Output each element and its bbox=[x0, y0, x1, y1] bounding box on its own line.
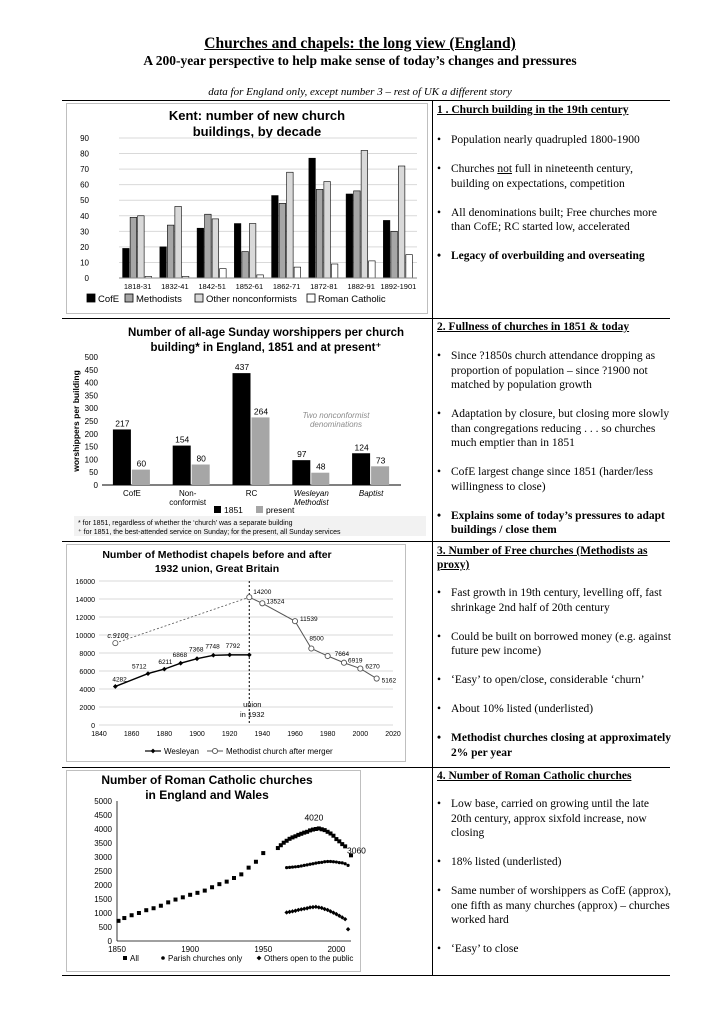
data-point bbox=[146, 671, 151, 676]
data-point-parish bbox=[314, 862, 317, 865]
data-label: 154 bbox=[175, 434, 190, 445]
y-tick-label: 10000 bbox=[75, 633, 95, 640]
x-tick-label: 1892-1901 bbox=[380, 282, 417, 291]
data-point-parish bbox=[300, 864, 303, 867]
estimate-connector bbox=[115, 597, 249, 643]
section-2-bullets bbox=[437, 349, 672, 552]
data-point-parish bbox=[297, 865, 300, 868]
bullet-item: • CofE largest change since 1851 (harder/less willingness to close) bbox=[437, 465, 672, 494]
x-tick-label: Non- bbox=[179, 489, 197, 498]
rc-scatter-chart bbox=[67, 771, 366, 971]
bar-cofe bbox=[346, 194, 353, 278]
y-tick-label: 30 bbox=[80, 227, 89, 237]
chart-title: buildings, by decade bbox=[192, 124, 322, 139]
y-tick-label: 4000 bbox=[79, 687, 95, 694]
estimate-point bbox=[113, 641, 118, 646]
y-tick-label: 12000 bbox=[75, 615, 95, 622]
methodist-line-chart bbox=[67, 545, 405, 761]
annotation: in 1932 bbox=[239, 710, 265, 719]
data-label: 4282 bbox=[112, 676, 127, 684]
data-point bbox=[374, 676, 379, 681]
bar-1851 bbox=[292, 460, 310, 485]
bar-cofe bbox=[383, 220, 390, 278]
data-point-parish bbox=[291, 865, 294, 868]
chart-title: in England and Wales bbox=[145, 788, 269, 802]
bullet-item: • Methodist churches closing at approximately 2% per year bbox=[437, 731, 672, 760]
y-tick-label: 70 bbox=[80, 165, 89, 175]
data-label: 3060 bbox=[347, 845, 366, 856]
bar-roman-catholic bbox=[220, 269, 227, 278]
data-point bbox=[341, 660, 346, 665]
data-label: 48 bbox=[316, 461, 326, 472]
y-tick-label: 0 bbox=[107, 937, 112, 946]
bar-other-nonconformists bbox=[138, 216, 145, 278]
y-tick-label: 8000 bbox=[79, 651, 95, 658]
data-point-all bbox=[247, 866, 251, 870]
data-point bbox=[178, 661, 183, 666]
data-point-parish bbox=[303, 864, 306, 867]
data-point-all bbox=[166, 900, 170, 904]
bar-present bbox=[192, 465, 210, 485]
chart-title: Kent: number of new church bbox=[168, 108, 346, 123]
bar-other-nonconformists bbox=[361, 150, 368, 278]
data-point bbox=[113, 684, 118, 689]
x-tick-label: Methodist bbox=[293, 498, 329, 507]
data-label: 73 bbox=[375, 455, 386, 466]
data-point-parish bbox=[320, 861, 323, 864]
annotation: Two nonconformist bbox=[302, 411, 370, 420]
chart-kent-new-churches bbox=[66, 103, 428, 314]
data-label: 5162 bbox=[381, 677, 397, 685]
x-tick-label: conformist bbox=[169, 498, 207, 507]
legend-marker bbox=[161, 956, 165, 960]
bullet-item: • Fast growth in 19th century, levelling off, fast shrinkage 2nd half of 20th century bbox=[437, 586, 672, 615]
divider-bottom bbox=[62, 975, 670, 976]
legend-swatch bbox=[125, 294, 133, 302]
data-point-parish bbox=[317, 861, 320, 864]
bullet-item: • Could be built on borrowed money (e.g. against future pew income) bbox=[437, 630, 672, 659]
data-point-parish bbox=[308, 863, 311, 866]
y-tick-label: 40 bbox=[80, 211, 89, 221]
page-subtitle: A 200-year perspective to help make sense of today’s changes and pressures bbox=[143, 53, 577, 68]
x-tick-label: 1900 bbox=[189, 731, 205, 738]
legend-label: Other nonconformists bbox=[206, 294, 297, 305]
bar-other-nonconformists bbox=[212, 219, 219, 278]
y-tick-label: 2000 bbox=[94, 881, 112, 890]
bar-present bbox=[371, 466, 389, 485]
data-point-all bbox=[210, 885, 214, 889]
kent-bar-chart bbox=[67, 104, 427, 313]
y-tick-label: 100 bbox=[84, 455, 98, 465]
bar-roman-catholic bbox=[406, 255, 413, 278]
data-point bbox=[247, 595, 252, 600]
bar-present bbox=[252, 417, 270, 485]
chart-worshippers-per-building bbox=[66, 323, 428, 537]
legend-marker bbox=[212, 748, 217, 753]
data-point-all bbox=[225, 880, 229, 884]
y-tick-label: 400 bbox=[84, 378, 98, 388]
section-3-heading: 3. Number of Free churches (Methodists as proxy) bbox=[437, 545, 648, 571]
annotation: denominations bbox=[309, 420, 363, 429]
x-tick-label: 1920 bbox=[221, 731, 238, 738]
data-point-other bbox=[346, 927, 350, 931]
data-point-parish bbox=[332, 860, 335, 863]
legend-marker bbox=[257, 956, 262, 961]
data-point bbox=[195, 656, 200, 661]
bar-roman-catholic bbox=[369, 261, 376, 278]
x-tick-label: 1950 bbox=[254, 945, 273, 954]
x-tick-label: Baptist bbox=[358, 489, 384, 498]
legend-swatch bbox=[256, 506, 263, 513]
y-tick-label: 1500 bbox=[94, 895, 112, 904]
data-point bbox=[292, 619, 297, 624]
section-1-bullets bbox=[437, 133, 672, 278]
estimate-label: c.9100 bbox=[107, 633, 129, 641]
chart-title: building* in England, 1851 and at present⁺ bbox=[150, 342, 382, 354]
x-tick-label: 1882-91 bbox=[347, 282, 375, 291]
y-tick-label: 20 bbox=[80, 242, 89, 252]
x-tick-label: 1940 bbox=[254, 731, 271, 738]
x-tick-label: RC bbox=[245, 489, 258, 498]
legend-label: Roman Catholic bbox=[318, 294, 386, 305]
x-tick-label: 1900 bbox=[181, 945, 200, 954]
data-label: 124 bbox=[354, 442, 369, 453]
bullet-item: • Since ?1850s church attendance dropping as proportion of population – since ?1900 not matched by population growth bbox=[437, 349, 672, 393]
data-label: 13524 bbox=[266, 598, 285, 606]
x-tick-label: 1842-51 bbox=[198, 282, 226, 291]
bar-1851 bbox=[113, 429, 131, 485]
bullet-item: • ‘Easy’ to open/close, considerable ‘churn’ bbox=[437, 673, 672, 688]
bar-other-nonconformists bbox=[175, 206, 182, 278]
y-tick-label: 50 bbox=[89, 468, 98, 478]
y-tick-label: 500 bbox=[98, 923, 112, 932]
column-divider bbox=[432, 100, 433, 975]
bar-methodists bbox=[205, 214, 212, 278]
y-tick-label: 3500 bbox=[94, 839, 112, 848]
bullet-item: • About 10% listed (underlisted) bbox=[437, 702, 672, 717]
bar-methodists bbox=[279, 203, 286, 278]
bullet-emphasis: not bbox=[497, 163, 513, 175]
data-label: 6270 bbox=[365, 663, 380, 671]
x-tick-label: 2000 bbox=[352, 731, 369, 738]
legend-swatch bbox=[87, 294, 95, 302]
y-tick-label: 80 bbox=[80, 149, 89, 159]
x-tick-label: CofE bbox=[123, 489, 141, 498]
data-point-all bbox=[130, 913, 134, 917]
footnote: * for 1851, regardless of whether the ‘church’ was a separate building bbox=[78, 520, 293, 527]
data-point bbox=[309, 646, 314, 651]
data-point bbox=[325, 653, 330, 658]
data-point-parish bbox=[335, 860, 338, 863]
legend-swatch bbox=[195, 294, 203, 302]
legend-swatch bbox=[307, 294, 315, 302]
legend-label: Methodist church after merger bbox=[226, 747, 333, 756]
data-point-all bbox=[174, 898, 178, 902]
data-point-all bbox=[254, 860, 258, 864]
bar-methodists bbox=[130, 217, 137, 278]
y-tick-label: 1000 bbox=[94, 909, 112, 918]
bullet-item: • ‘Easy’ to close bbox=[437, 942, 672, 957]
x-tick-label: 2000 bbox=[327, 945, 346, 954]
chart-title: Number of Roman Catholic churches bbox=[101, 773, 313, 787]
data-point-parish bbox=[288, 866, 291, 869]
legend-label: present bbox=[266, 505, 295, 515]
data-point-all bbox=[181, 895, 185, 899]
data-point-all bbox=[152, 906, 156, 910]
bar-cofe bbox=[309, 158, 316, 278]
divider-1 bbox=[62, 318, 670, 319]
section-3-bullets bbox=[437, 586, 672, 775]
data-point-parish bbox=[311, 862, 314, 865]
legend-marker bbox=[151, 749, 156, 754]
bar-methodists bbox=[167, 225, 174, 278]
data-point-all bbox=[188, 893, 192, 897]
bar-cofe bbox=[160, 247, 167, 278]
x-tick-label: 1850 bbox=[108, 945, 126, 954]
data-label: 60 bbox=[136, 458, 147, 469]
data-label: 7664 bbox=[334, 651, 350, 659]
x-tick-label: 1872-81 bbox=[310, 282, 338, 291]
section-2-heading: 2. Fullness of churches in 1851 & today bbox=[437, 321, 630, 333]
bar-1851 bbox=[233, 373, 251, 485]
y-tick-label: 2000 bbox=[79, 705, 95, 712]
data-point-all bbox=[217, 882, 221, 886]
data-label: 6211 bbox=[158, 659, 173, 667]
section-4-heading: 4. Number of Roman Catholic churches bbox=[437, 770, 632, 782]
data-label: 264 bbox=[253, 406, 269, 417]
bullet-text-suffix: full in nineteenth century, building on expectations, competition bbox=[451, 163, 633, 190]
x-tick-label: 1862-71 bbox=[272, 282, 301, 291]
bar-cofe bbox=[197, 228, 204, 278]
y-tick-label: 0 bbox=[91, 723, 95, 730]
y-tick-label: 250 bbox=[84, 417, 98, 426]
legend-label: CofE bbox=[98, 294, 120, 305]
bullet-item: • Population nearly quadrupled 1800-1900 bbox=[437, 133, 672, 148]
data-point-parish bbox=[306, 863, 309, 866]
data-point-all bbox=[137, 911, 141, 915]
bar-1851 bbox=[173, 446, 191, 485]
bar-cofe bbox=[123, 248, 130, 278]
y-tick-label: 14000 bbox=[75, 597, 95, 604]
bar-cofe bbox=[272, 196, 279, 278]
data-label: 14200 bbox=[253, 589, 272, 597]
data-point-parish bbox=[346, 864, 349, 867]
legend-label: Wesleyan bbox=[164, 747, 199, 756]
y-tick-label: 10 bbox=[80, 258, 89, 268]
bullet-item: • Legacy of overbuilding and overseating bbox=[437, 249, 672, 264]
x-tick-label: 1960 bbox=[287, 731, 303, 738]
data-point-all bbox=[122, 916, 126, 920]
data-point-parish bbox=[285, 866, 288, 869]
y-tick-label: 200 bbox=[84, 429, 98, 439]
section-4-bullets bbox=[437, 797, 672, 971]
legend-swatch bbox=[214, 506, 221, 513]
legend-label: All bbox=[130, 954, 139, 963]
y-tick-label: 450 bbox=[84, 365, 98, 375]
x-tick-label: 2020 bbox=[385, 731, 401, 738]
bar-other-nonconformists bbox=[287, 172, 294, 278]
bullet-item: • 18% listed (underlisted) bbox=[437, 855, 672, 870]
data-point-all bbox=[261, 851, 265, 855]
y-tick-label: 16000 bbox=[75, 579, 95, 586]
x-tick-label: 1880 bbox=[156, 731, 173, 738]
x-tick-label: 1980 bbox=[319, 731, 336, 738]
x-tick-label: 1832-41 bbox=[161, 282, 189, 291]
y-tick-label: 4500 bbox=[94, 811, 112, 820]
bar-other-nonconformists bbox=[249, 224, 256, 278]
data-point bbox=[211, 653, 216, 658]
x-tick-label: 1818-31 bbox=[123, 282, 152, 291]
data-point-parish bbox=[294, 865, 297, 868]
y-tick-label: 60 bbox=[80, 180, 89, 190]
divider-top bbox=[62, 100, 670, 101]
data-point-all bbox=[232, 876, 236, 880]
y-tick-label: 150 bbox=[84, 442, 98, 452]
bar-present bbox=[311, 473, 329, 485]
bar-roman-catholic bbox=[294, 267, 301, 278]
data-point bbox=[358, 666, 363, 671]
bar-other-nonconformists bbox=[398, 166, 405, 278]
data-point-parish bbox=[326, 860, 329, 863]
y-tick-label: 500 bbox=[84, 353, 98, 362]
legend-label: Others open to the public bbox=[264, 954, 354, 963]
data-label: 8500 bbox=[309, 635, 324, 643]
bullet-text-prefix: Churches bbox=[451, 163, 498, 175]
bullet-item: • All denominations built; Free churches more than CofE; RC started low, accelerated bbox=[437, 206, 672, 235]
data-label: 7368 bbox=[189, 646, 204, 654]
y-tick-label: 350 bbox=[84, 391, 98, 401]
chart-title: Number of all-age Sunday worshippers per church bbox=[127, 327, 405, 339]
legend-label: 1851 bbox=[224, 505, 243, 515]
data-point-all bbox=[203, 889, 207, 893]
page-title: Churches and chapels: the long view (England) bbox=[204, 35, 516, 52]
data-label: 97 bbox=[297, 449, 307, 460]
chart-rc-churches bbox=[66, 770, 366, 972]
y-tick-label: 6000 bbox=[79, 669, 95, 676]
data-label: 6919 bbox=[348, 657, 363, 665]
data-label: 5712 bbox=[132, 663, 147, 671]
data-label: 80 bbox=[196, 453, 206, 464]
y-tick-label: 5000 bbox=[94, 797, 112, 806]
data-point-all bbox=[116, 919, 120, 923]
data-point-parish bbox=[341, 861, 344, 864]
x-tick-label: 1852-61 bbox=[235, 282, 264, 291]
data-point-all bbox=[159, 904, 163, 908]
data-label: 437 bbox=[234, 362, 250, 373]
data-label: 7748 bbox=[205, 643, 220, 651]
data-point-parish bbox=[338, 861, 341, 864]
bullet-item: • Low base, carried on growing until the late 20th century, approx sixfold increase, now closing bbox=[437, 797, 672, 841]
legend-label: Parish churches only bbox=[168, 954, 243, 963]
data-point bbox=[260, 601, 265, 606]
y-tick-label: 0 bbox=[84, 274, 89, 283]
data-label: 11539 bbox=[300, 616, 318, 624]
y-tick-label: 50 bbox=[80, 196, 89, 206]
bullet-item: • Explains some of today’s pressures to adapt buildings / close them bbox=[437, 509, 672, 538]
data-label: 217 bbox=[115, 418, 130, 429]
y-tick-label: 3000 bbox=[94, 853, 112, 862]
bar-methodists bbox=[316, 189, 323, 278]
x-tick-label: 1840 bbox=[91, 731, 107, 738]
x-tick-label: 1860 bbox=[123, 731, 140, 738]
y-tick-label: 4000 bbox=[94, 825, 112, 834]
chart-title: 1932 union, Great Britain bbox=[154, 563, 280, 575]
bar-methodists bbox=[354, 191, 361, 278]
annotation: union bbox=[243, 700, 262, 709]
y-tick-label: 0 bbox=[93, 481, 98, 490]
legend-label: Methodists bbox=[136, 294, 182, 305]
legend-marker bbox=[123, 956, 127, 960]
chart-methodist-chapels bbox=[66, 544, 406, 762]
scope-note: data for England only, except number 3 – rest of UK a different story bbox=[208, 86, 512, 98]
data-point-parish bbox=[323, 860, 326, 863]
bar-other-nonconformists bbox=[324, 182, 331, 278]
data-label: 6868 bbox=[172, 652, 188, 660]
section-1-heading: 1 . Church building in the 19th century bbox=[437, 104, 629, 116]
bullet-item: • Same number of worshippers as CofE (approx), one fifth as many churches (approx) – churches worked hard bbox=[437, 884, 672, 928]
y-tick-label: 2500 bbox=[94, 867, 112, 876]
worshippers-bar-chart bbox=[66, 323, 428, 537]
footnote: ⁺ for 1851, the best-attended service on Sunday; for the present, all Sunday services bbox=[78, 529, 341, 536]
chart-title: Number of Methodist chapels before and after bbox=[102, 549, 332, 561]
bar-roman-catholic bbox=[331, 264, 338, 278]
data-label: 7792 bbox=[225, 642, 241, 650]
bullet-item bbox=[437, 162, 672, 191]
data-point-all bbox=[239, 872, 243, 876]
bar-1851 bbox=[352, 453, 370, 485]
bar-cofe bbox=[234, 224, 241, 278]
y-tick-label: 90 bbox=[80, 134, 89, 143]
x-tick-label: Wesleyan bbox=[293, 489, 329, 498]
bar-methodists bbox=[242, 252, 249, 278]
data-point-parish bbox=[344, 862, 347, 865]
y-tick-label: 300 bbox=[84, 404, 98, 414]
bullet-item: • Adaptation by closure, but closing more slowly than congregations reducing . . . so churches much emptier than in 1851 bbox=[437, 407, 672, 451]
bar-present bbox=[132, 470, 150, 485]
bar-methodists bbox=[391, 231, 398, 278]
data-point-all bbox=[144, 908, 148, 912]
data-label: 4020 bbox=[304, 812, 324, 823]
y-axis-label: worshippers per building bbox=[71, 370, 81, 472]
data-point-all bbox=[195, 891, 199, 895]
data-point-parish bbox=[329, 860, 332, 863]
